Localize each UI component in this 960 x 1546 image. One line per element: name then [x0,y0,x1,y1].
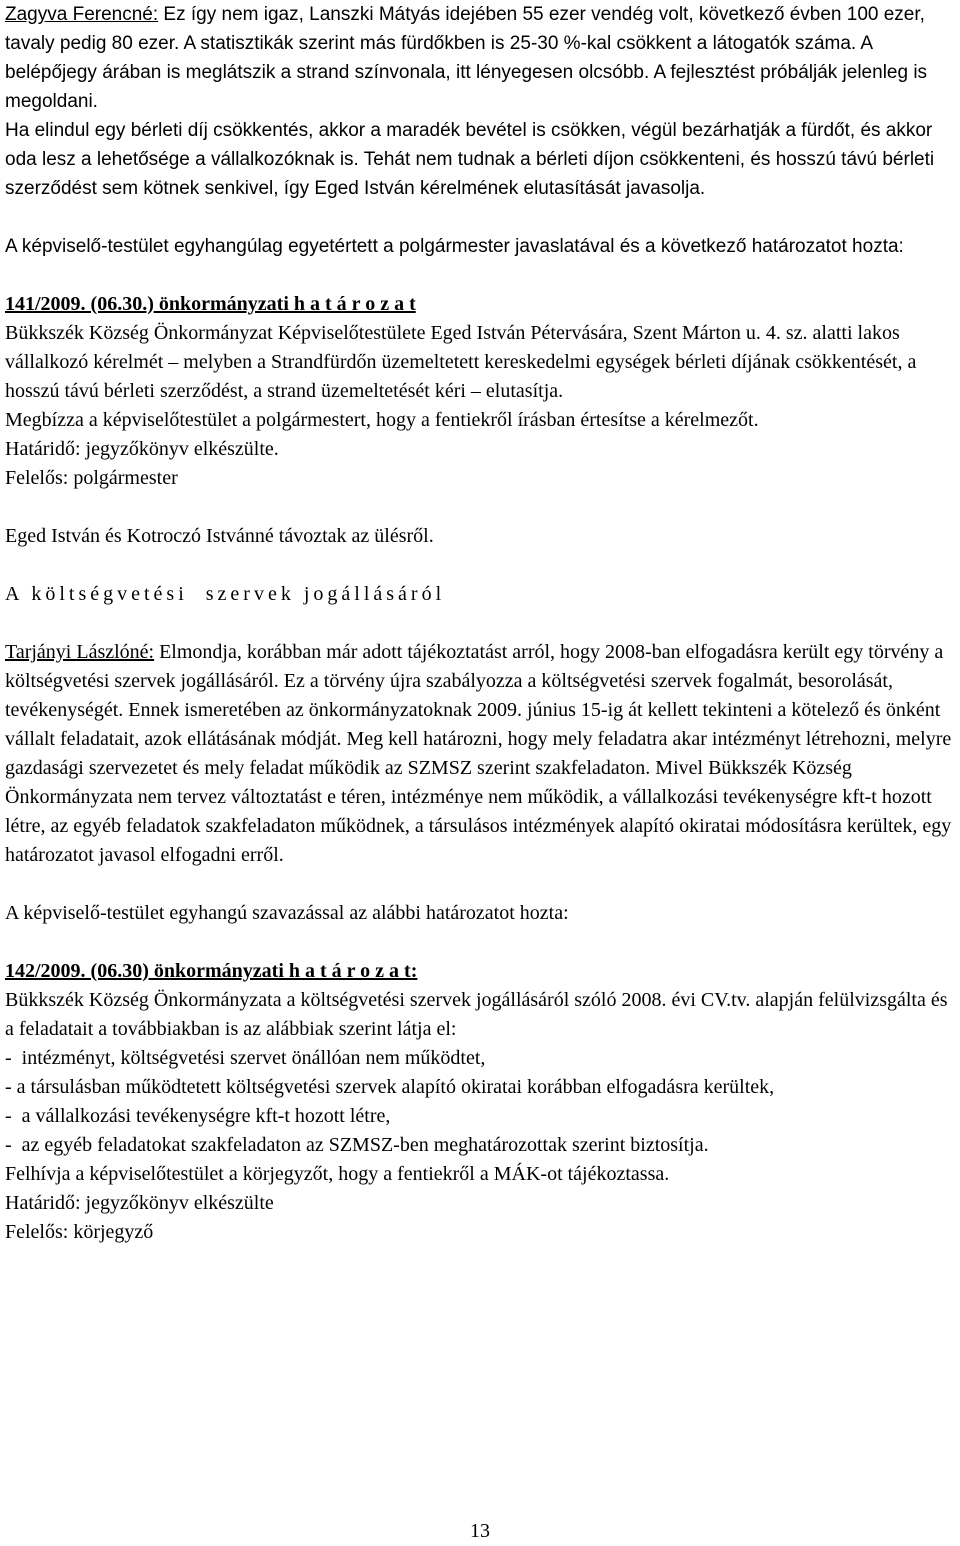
vote-statement-2: A képviselő-testület egyhangú szavazással az alábbi határozatot hozta: [5,902,569,924]
section-heading: A költségvetési szervek jogállásáról [5,583,446,605]
resolution-2-heading: 142/2009. (06.30) önkormányzati h a t á r o z a t: [5,960,418,982]
vote-statement-1: A képviselő-testület egyhangúlag egyetértett a polgármester javaslatával és a következő határozatot hozta: [5,236,904,257]
intro-text-2: Ha elindul egy bérleti díj csökkentés, akkor a maradék bevétel is csökken, végül bezárhatják a fürdőt, és akkor oda lesz a lehetősége a vállalkozóknak is. [5,120,933,170]
intro-paragraph [5,0,955,116]
discussion-text: Elmondja, korábban már adott tájékoztatást arról, hogy 2008-ban elfogadásra került egy törvény a költségvetési szervek jogállásáról. Ez a törvény újra szabályozza a költségvetési szervek fogalmát, besorolását, tevékenységét. Ennek ismeretében az önkormányzatoknak 2009. június 15-ig át kellett tekinteni a kötelező és önként vállalt feladatait, azok ellátásának módját. Meg kell határozni, hogy mely feladatra akar intézményt létrehozni, melyre gazdasági szervezetet és mely feladat működik az SZMSZ szerint szakfeladaton. Mivel Bükkszék Község Önkormányzata nem tervez változtatást e téren, intézménye nem működik, a vállalkozási tevékenységre kft-t hozott létre, az egyéb feladatok szakfeladaton működnek, a társulásos intézmények alapító okiratai módosításra kerültek, egy határozatot javasol elfogadni erről. [5,641,952,866]
speaker-name: Zagyva Ferencné: [5,4,159,25]
document-page [5,0,955,1247]
resolution-2-responsible: Felelős: körjegyző [5,1221,154,1243]
list-item: - intézményt, költségvetési szervet önállóan nem működtet, [5,1047,486,1069]
page-number: 13 [470,1520,490,1542]
speaker-name-2: Tarjányi Lászlóné: [5,641,155,663]
resolution-1-body: Bükkszék Község Önkormányzat Képviselőtestülete Eged István Pétervására, Szent Márton u. 4. sz. alatti lakos vállalkozó kérelmét – melyben a Strandfürdőn üzemeltetett kereskedelmi egységek bérleti díjának csökkentését, a hosszú távú bérleti szerződést, a strand üzemeltetését kéri – elutasítja. [5,322,917,402]
resolution-2-mandate: Felhívja a képviselőtestület a körjegyzőt, hogy a fentiekről a MÁK-ot tájékoztassa. [5,1163,670,1185]
resolution-2-deadline: Határidő: jegyzőkönyv elkészülte [5,1192,274,1214]
departure-note: Eged István és Kotroczó Istvánné távoztak az ülésről. [5,525,434,547]
discussion-paragraph [5,638,955,870]
resolution-1-deadline: Határidő: jegyzőkönyv elkészülte. [5,438,279,460]
intro-text-1: Ez így nem igaz, Lanszki Mátyás idejében 55 ezer vendég volt, következő évben 100 ezer, tavaly pedig 80 ezer. A statisztikák szerint más fürdőkben is 25-30 %-kal csökkent a látogatók száma. A belépőjegy árában is meglátszik a strand színvonala, itt lényegesen olcsóbb. A fejlesztést próbálják jelenleg is megoldani. [5,4,928,112]
resolution-1-mandate: Megbízza a képviselőtestület a polgármestert, hogy a fentiekről írásban értesítse a kérelmezőt. [5,409,759,431]
resolution-1-heading [5,290,955,319]
resolution-1-number: 141/2009. (06.30.) [5,293,154,315]
list-item: - a társulásban működtetett költségvetési szervek alapító okiratai korábban elfogadásra kerültek, [5,1076,775,1098]
resolution-1-label: önkormányzati h a t á r o z a t [153,293,416,315]
intro-paragraph-2 [5,116,955,203]
list-item: - az egyéb feladatokat szakfeladaton az SZMSZ-ben meghatározottak szerint biztosítja. [5,1134,709,1156]
intro-text-3: Tehát nem tudnak a bérleti díjon csökkenteni, és hosszú távú bérleti szerződést sem kötnek senkivel, így Eged István kérelmének elutasítását javasolja. [5,149,935,199]
list-item: - a vállalkozási tevékenységre kft-t hozott létre, [5,1105,391,1127]
resolution-1-responsible: Felelős: polgármester [5,467,178,489]
resolution-2-body: Bükkszék Község Önkormányzata a költségvetési szervek jogállásáról szóló 2008. évi CV.tv. alapján felülvizsgálta és a feladatait a továbbiakban is az alábbiak szerint látja el: [5,989,948,1040]
